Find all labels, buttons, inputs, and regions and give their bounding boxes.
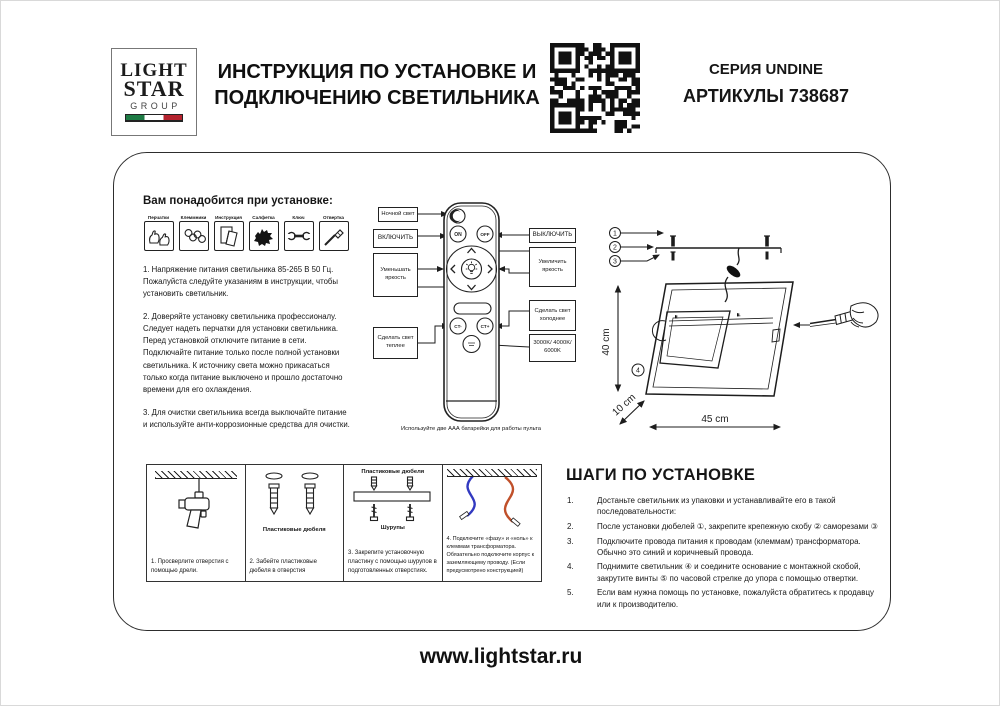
- tools-heading: Вам понадобится при установке:: [143, 195, 333, 207]
- tool-label: Клеммники: [180, 215, 207, 220]
- title-line2: ПОДКЛЮЧЕНИЮ СВЕТИЛЬНИКА: [214, 87, 540, 110]
- color-temp-button: [463, 336, 480, 353]
- screw: [672, 252, 674, 260]
- side-tab: [772, 329, 780, 342]
- mounting-bar: [656, 236, 781, 260]
- lightstar-logo: [111, 48, 197, 136]
- step-box-2: [246, 465, 345, 581]
- install-step: [567, 561, 881, 583]
- terminals-icon: [179, 221, 209, 251]
- callout-colder-light: Сделать свет холоднее: [529, 300, 576, 331]
- step-number: 5.: [567, 588, 574, 598]
- ceiling-hatch: [447, 469, 538, 477]
- page-title: [201, 59, 553, 112]
- screwdriver-icon: [319, 221, 349, 251]
- napkin-icon: [249, 221, 279, 251]
- step-box-4: [443, 465, 542, 581]
- logo-text-group: GROUP: [130, 101, 181, 112]
- tool-screwdriver: [318, 215, 349, 251]
- step-number: 4.: [567, 562, 574, 572]
- logo-text-light: LIGHT: [120, 59, 188, 81]
- tool-wrench: [283, 215, 314, 251]
- callout-turn-on: ВКЛЮЧИТЬ: [373, 229, 418, 248]
- callout-warmer-light: Сделать свет теплее: [373, 327, 418, 359]
- wrench-icon: [284, 221, 314, 251]
- dimension-lines: [618, 286, 780, 427]
- ceiling-hatch: [155, 471, 237, 479]
- step-number: 2.: [567, 521, 574, 531]
- safety-warnings: [143, 264, 350, 442]
- drill-icon: [147, 479, 243, 535]
- fixture-frame: [646, 282, 793, 396]
- install-step: [567, 495, 881, 517]
- screw: [766, 252, 768, 259]
- step-box-3: [344, 465, 443, 581]
- dowels-icon: [246, 469, 342, 527]
- callout-decrease-brightness: Уменьшать яркость: [373, 253, 418, 297]
- illustrated-steps: [146, 464, 542, 582]
- dowel-pin: [672, 236, 675, 246]
- install-step: [567, 536, 881, 558]
- callout-turn-off: ВЫКЛЮЧИТЬ: [529, 228, 576, 243]
- tool-label: Ключ: [292, 215, 305, 220]
- marker-4: 4: [636, 367, 640, 375]
- marker-1: 1: [613, 230, 617, 238]
- title-line1: ИНСТРУКЦИЯ ПО УСТАНОВКЕ И: [217, 61, 537, 83]
- step-text: 3. Закрепите установочную пластину с помощью шурупов в подготовленных отверстиях.: [348, 550, 437, 574]
- warning-1: 1. Напряжение питания светильника 85-265 В 50 Гц. Пожалуйста следуйте указаниям в инструкции, чтобы установить светильник.: [143, 265, 339, 299]
- step-text: Если вам нужна помощь по установке, пожалуйста обратитесь к продавцу или к производителю.: [597, 588, 875, 609]
- warning-3: 3. Для очистки светильника всегда выключайте питание и используйте анти-коррозионные средства для очистки.: [143, 407, 350, 429]
- step-text: Подключите провода питания к проводам (клеммам) трансформатора. Обычно это синий и коричневый провода.: [597, 536, 861, 557]
- marker-2: 2: [613, 244, 617, 252]
- battery-caption: Используйте две ААА батарейки для работы пульта: [401, 426, 541, 432]
- callout-increase-brightness: Увеличить яркость: [529, 247, 576, 287]
- italian-flag-stripe: [125, 114, 183, 122]
- dowels-label: Пластиковые дюбеля: [262, 527, 326, 533]
- series-label: СЕРИЯ UNDINE: [708, 61, 824, 78]
- svg-text:CT-: CT-: [454, 324, 462, 329]
- tool-label: Перчатки: [147, 215, 170, 220]
- tool-label: Инструкция: [215, 215, 242, 220]
- callout-kelvin-values: 3000K/ 4000K/ 6000K: [529, 334, 576, 362]
- dowels-label-top: Пластиковые дюбеля: [361, 469, 425, 475]
- step-text: После установки дюбелей ①, закрепите крепежную скобу ② саморезами ③: [597, 521, 878, 531]
- qr-code: [550, 43, 640, 133]
- wires-icon: [443, 476, 539, 532]
- ct-plus-button: [477, 318, 493, 334]
- marker-3: 3: [613, 258, 617, 266]
- dim-depth-label: 10 cm: [610, 391, 639, 419]
- step-box-1: [147, 465, 246, 581]
- off-button: [477, 226, 493, 242]
- install-step: [567, 587, 881, 609]
- tool-label: Отвертка: [323, 215, 344, 220]
- install-steps-heading: ШАГИ ПО УСТАНОВКЕ: [566, 466, 756, 484]
- step-text: 1. Просверлите отверстия с помощью дрели.: [151, 559, 229, 574]
- power-cable: [725, 248, 743, 302]
- callout-night-light: Ночной свет: [378, 207, 418, 222]
- svg-text:CT+: CT+: [480, 324, 490, 329]
- on-button: [450, 226, 466, 242]
- logo-text-star: STAR: [123, 76, 185, 102]
- step-text: Достаньте светильник из упаковки и устанавливайте его в такой последовательности:: [597, 496, 836, 517]
- remote-control: [429, 197, 523, 433]
- mounting-plate-icon: [344, 475, 440, 525]
- tool-terminals: [178, 215, 209, 251]
- dowel-pin: [766, 236, 769, 246]
- fixture-mounting-diagram: [589, 194, 889, 446]
- part-markers: [610, 228, 664, 267]
- warning-2: 2. Доверяйте установку светильника профессионалу. Следует надеть перчатки для установки светильника. Перед установкой отключите питание в сети. Подключайте питание только после полной установки светильника. К источнику света можно прикасаться только когда питание выключено и прошло достаточно времени для его охлаждения.: [143, 312, 343, 394]
- step-number: 3.: [567, 536, 574, 546]
- pill-button: [454, 303, 491, 314]
- article-number: АРТИКУЛЫ 738687: [683, 86, 849, 106]
- dim-width-label: 45 cm: [701, 414, 729, 425]
- tool-manual: [213, 215, 244, 251]
- tool-gloves: [143, 215, 174, 251]
- svg-text:ON: ON: [454, 232, 462, 238]
- website-url: www.lightstar.ru: [419, 645, 583, 668]
- tools-row: [143, 215, 349, 251]
- ct-minus-button: [450, 318, 466, 334]
- install-step: [567, 521, 881, 532]
- step-text: 4. Подключите «фазу» и «ноль» к клеммам трансформатора. Обязательно подключите корпус к заземляющему проводу. (Если предусмотрено конструкцией): [446, 536, 535, 575]
- hand-screwdriver: [794, 303, 878, 327]
- tool-label: Салфетка: [252, 215, 275, 220]
- svg-text:OFF: OFF: [480, 232, 490, 237]
- tool-napkin: [248, 215, 279, 251]
- step-number: 1.: [567, 496, 574, 505]
- step-text: 2. Забейте пластиковые дюбеля в отверстия: [249, 559, 317, 574]
- manual-icon: [214, 221, 244, 251]
- dim-height-label: 40 cm: [601, 328, 612, 356]
- install-steps-list: [567, 495, 881, 613]
- gloves-icon: [144, 221, 174, 251]
- screws-label: Шурупы: [380, 525, 405, 531]
- step-text: Поднимите светильник ④ и соедините основание с монтажной скобой, закрутите винты ⑤ по часовой стрелке до упора с помощью отвертки.: [597, 562, 861, 583]
